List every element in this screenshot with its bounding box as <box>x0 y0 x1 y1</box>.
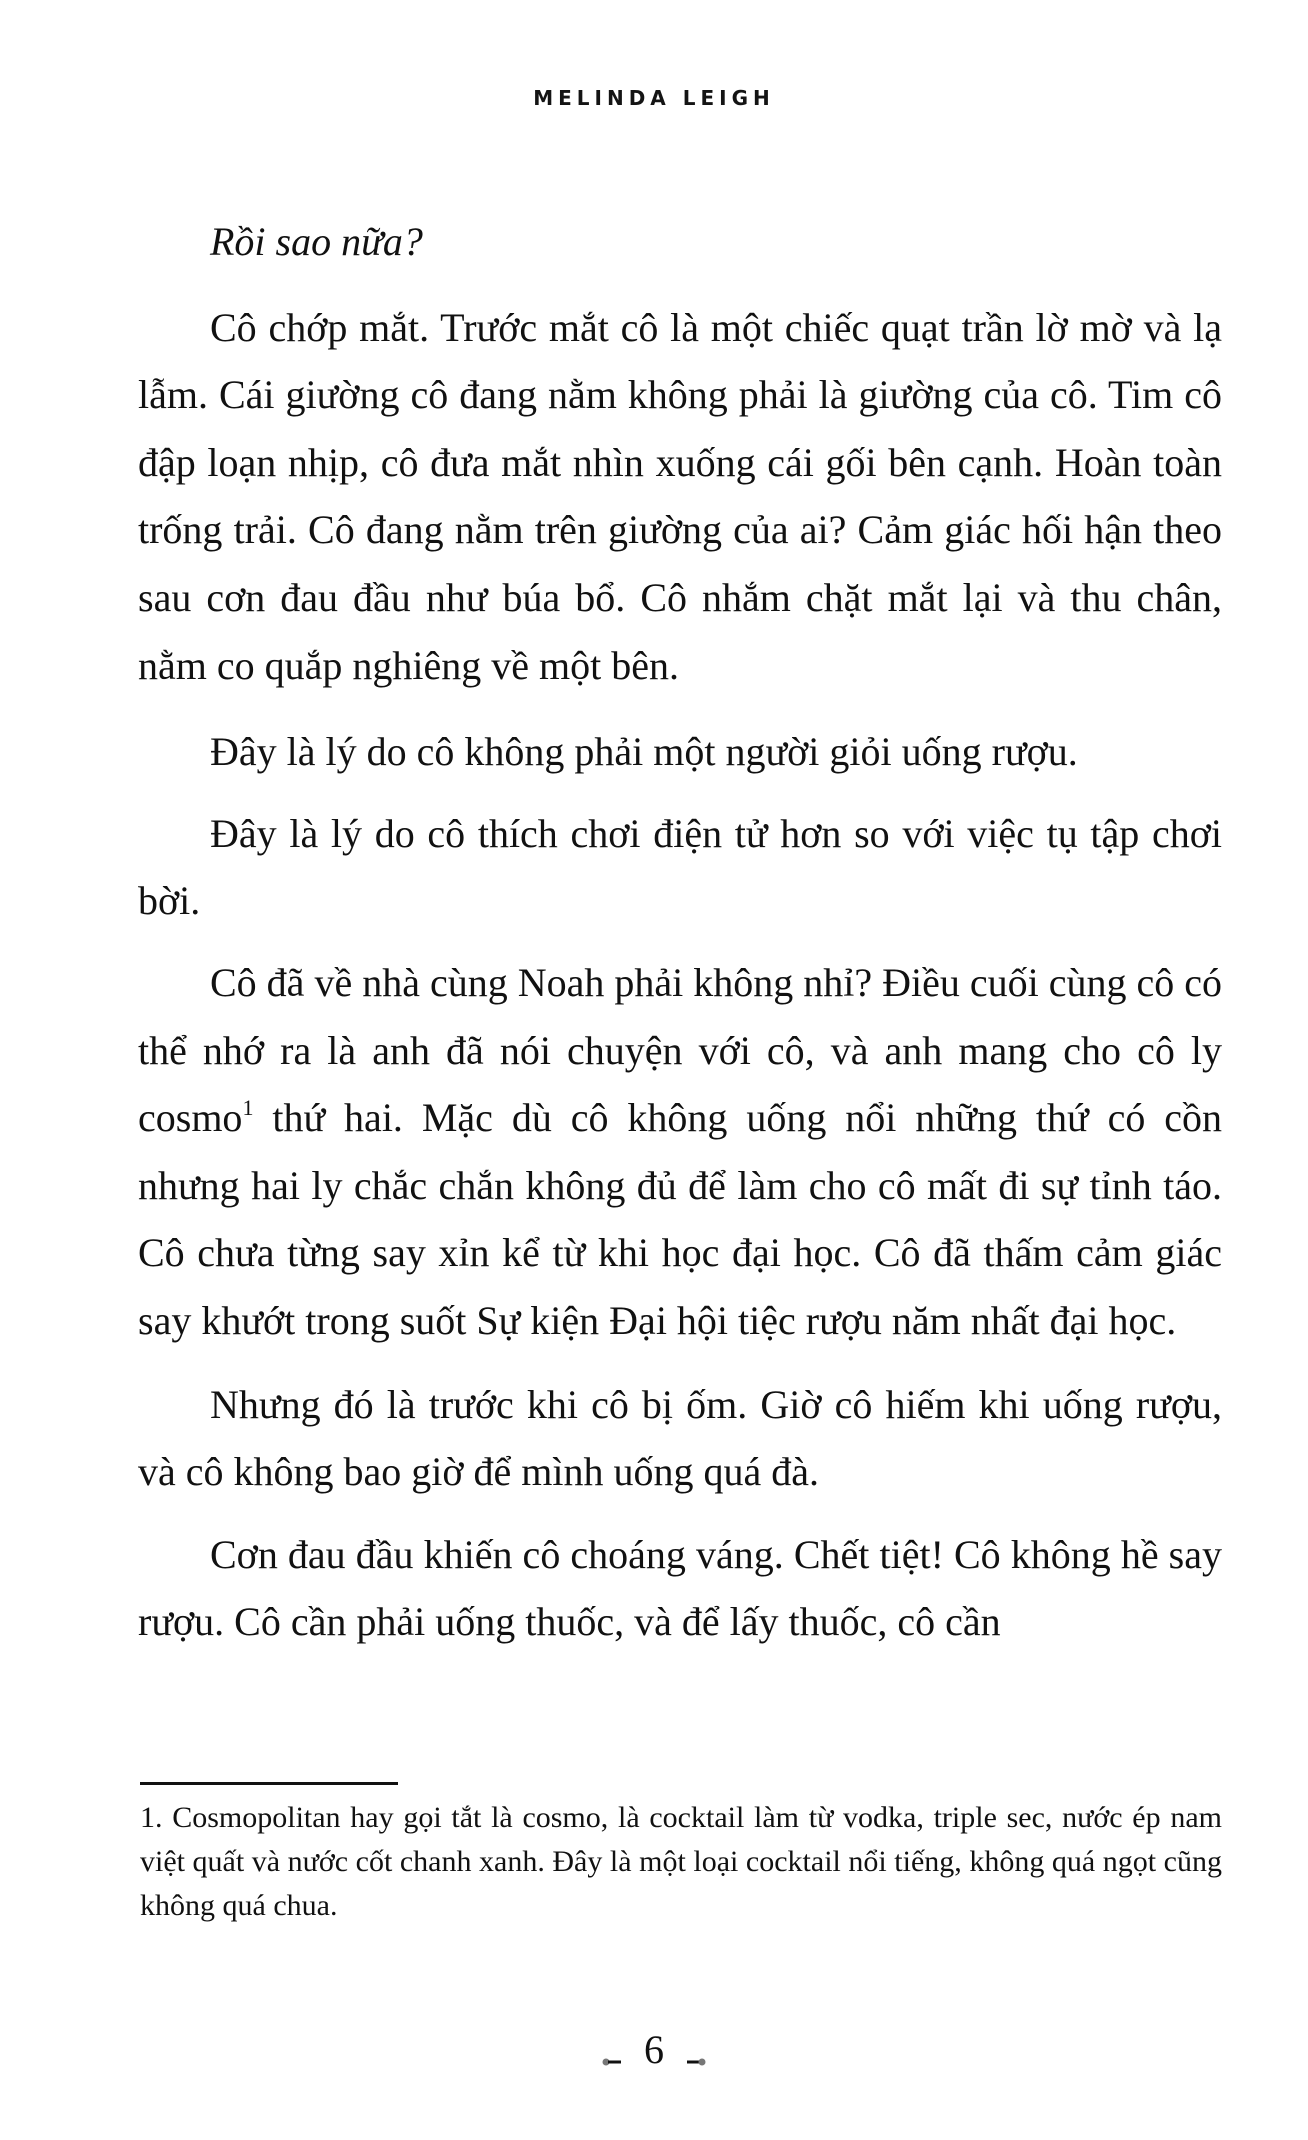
paragraph-3: Đây là lý do cô không phải một người giỏi uống rượu. <box>210 729 1078 775</box>
footnote-text: 1. Cosmopolitan hay gọi tắt là cosmo, là cocktail làm từ vodka, triple sec, nước ép nam việt quất và nước cốt chanh xanh. Đây là một loại cocktail nổi tiếng, không quá ngọt cũng không quá chua. <box>140 1801 1222 1922</box>
left-ornament-icon <box>602 2057 622 2067</box>
page-footer <box>0 2026 1308 2074</box>
paragraph-5 <box>138 949 1222 1355</box>
footnote-reference[interactable]: 1 <box>242 1095 254 1121</box>
right-ornament-icon <box>686 2057 706 2067</box>
body-text <box>138 208 1222 1656</box>
paragraph-4: Đây là lý do cô thích chơi điện tử hơn so với việc tụ tập chơi bời. <box>138 810 1222 924</box>
footnote-divider <box>140 1782 398 1785</box>
paragraph-2: Cô chớp mắt. Trước mắt cô là một chiếc quạt trần lờ mờ và lạ lẫm. Cái giường cô đang nằm không phải là giường của cô. Tim cô đập loạn nhịp, cô đưa mắt nhìn xuống cái gối bên cạnh. Hoàn toàn trống trải. Cô đang nằm trên giường của ai? Cảm giác hối hận theo sau cơn đau đầu như búa bổ. Cô nhắm chặt mắt lại và thu chân, nằm co quắp nghiêng về một bên. <box>138 304 1222 688</box>
paragraph-6: Nhưng đó là trước khi cô bị ốm. Giờ cô hiếm khi uống rượu, và cô không bao giờ để mình uống quá đà. <box>138 1381 1222 1495</box>
running-header: MELINDA LEIGH <box>533 86 775 110</box>
paragraph-5-part-1: Cô đã về nhà cùng Noah phải không nhỉ? Điều cuối cùng cô có thể nhớ ra là anh đã nói chuyện với cô, và anh mang cho cô ly cosmo <box>138 959 1222 1141</box>
paragraph-5-part-2: thứ hai. Mặc dù cô không uống nổi những thứ có cồn nhưng hai ly chắc chắn không đủ để làm cho cô mất đi sự tỉnh táo. Cô chưa từng say xỉn kể từ khi học đại học. Cô đã thấm cảm giác say khướt trong suốt Sự kiện Đại hội tiệc rượu năm nhất đại học. <box>138 1095 1222 1343</box>
paragraph-7: Cơn đau đầu khiến cô choáng váng. Chết tiệt! Cô không hề say rượu. Cô cần phải uống thuốc, và để lấy thuốc, cô cần <box>138 1531 1222 1645</box>
page-number: 6 <box>644 2027 664 2072</box>
footnote <box>140 1796 1222 1928</box>
paragraph-1: Rồi sao nữa? <box>210 219 423 264</box>
